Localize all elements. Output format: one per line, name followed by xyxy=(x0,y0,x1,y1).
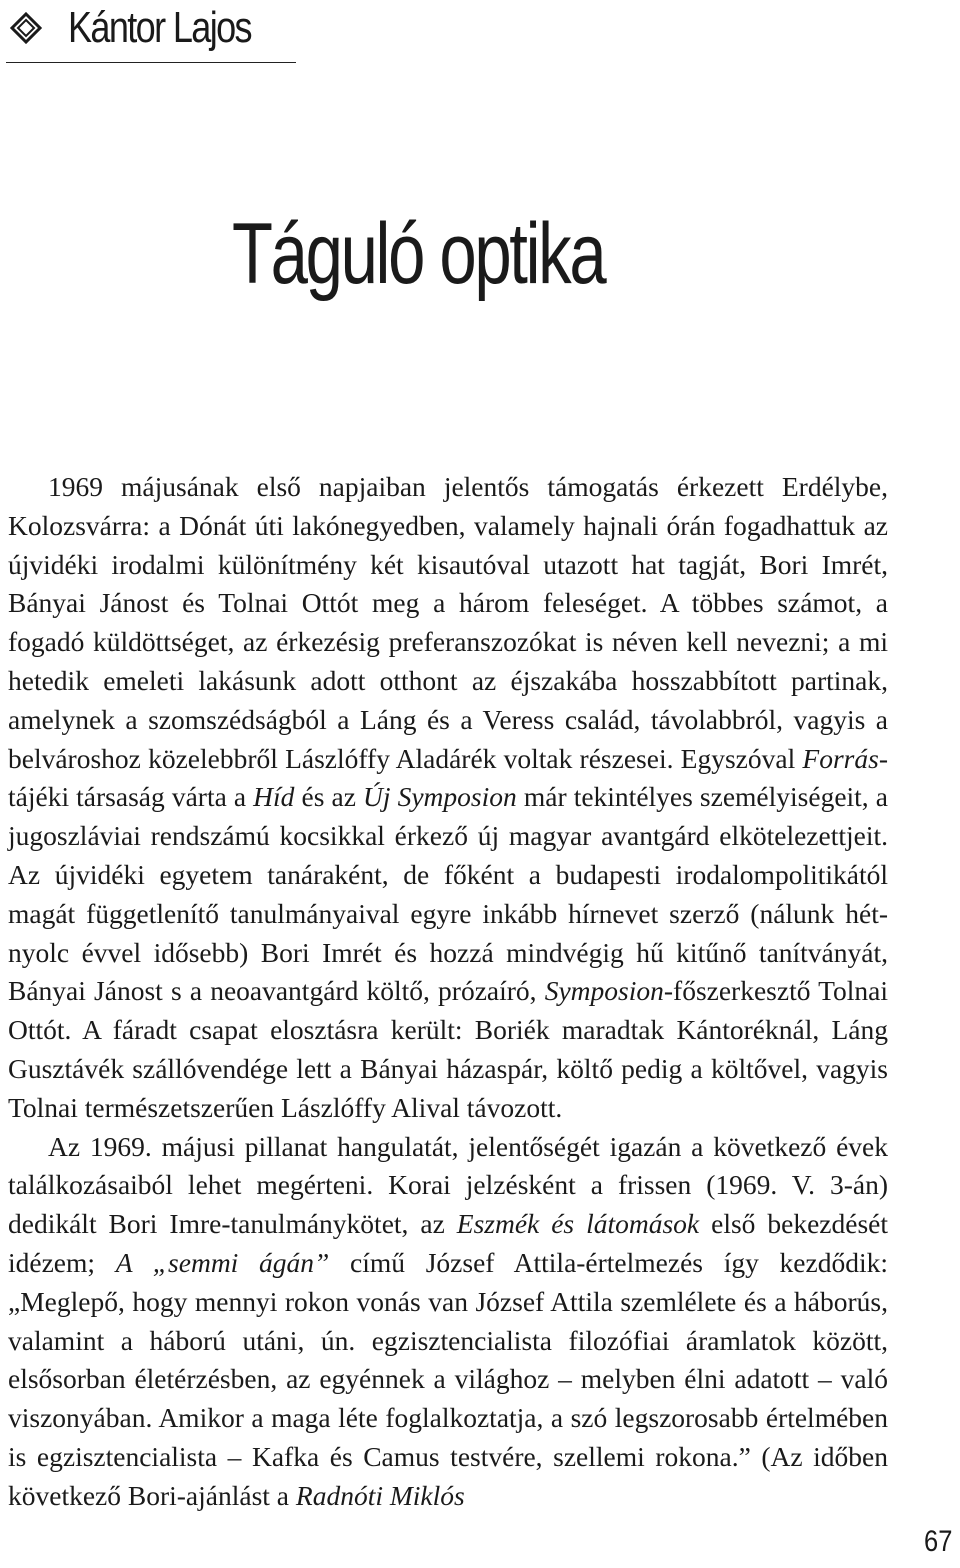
italic-text: Forrás xyxy=(802,742,879,774)
italic-text: Radnóti Miklós xyxy=(295,1479,465,1511)
italic-text: Híd xyxy=(253,781,295,813)
text-run: -tájéki társaság várta a xyxy=(8,742,888,813)
text-run: -főszerkesztő Tolnai Ottót. A fáradt csapat elosztásra került: Boriék maradtak Kántoréknál, Láng Gusztávék szállóvendége lett a Bányai házaspár, költő pedig a költővel, vagyis Tolnai természetszerűen Lászlóffy Alival távozott. xyxy=(8,975,888,1123)
article-title: Táguló optika xyxy=(232,206,605,302)
page-number: 67 xyxy=(923,1525,952,1558)
running-header xyxy=(6,0,296,63)
text-run: és az xyxy=(294,781,364,813)
italic-text: A „semmi ágán” xyxy=(115,1246,330,1278)
text-run: 1969 májusának első napjaiban jelentős támogatás érkezett Erdélybe, Kolozsvárra: a Dónát úti lakónegyedben, valamely hajnali órán fogadhattuk az újvidéki irodalmi különítmény két kisautóval utazott hat tagját, Bori Imrét, Bányai Jánost és Tolnai Ottót meg a három feleséget. A többes számot, a fogadó küldöttséget, az érkezésig preferanszozókat is néven kell nevezni; a mi hetedik emeleti lakásunk adott otthont az éjszakába hosszabbított partinak, amelynek a szomszédságból a Láng és a Veress család, távolabbról, vagyis a belvároshoz közelebbről Lászlóffy Aladárék voltak részesei. Egyszóval xyxy=(8,471,888,774)
hollow-diamond-icon xyxy=(10,12,42,44)
author-name: Kántor Lajos xyxy=(68,3,251,52)
text-run: már tekintélyes személyiségeit, a jugoszláviai rendszámú kocsikkal érkező új magyar avantgárd elkötelezettjeit. Az újvidéki egyetem tanáraként, de főként a budapesti irodalompolitikától magát függetlenítő tanulmányaival egyre inkább hírnevet szerző (nálunk hét-nyolc évvel idősebb) Bori Imrét és hozzá mindvégig hű kitűnő tanítványát, Bányai Jánost s a neoavantgárd költő, prózaíró, xyxy=(8,781,888,1007)
article-body xyxy=(8,468,888,1516)
italic-text: Symposion xyxy=(544,975,664,1007)
italic-text: Új Symposion xyxy=(363,781,517,813)
paragraph xyxy=(8,468,888,1128)
text-run: első bekezdését idézem; xyxy=(8,1208,888,1278)
text-run: Az 1969. májusi pillanat hangulatát, jelentőségét igazán a következő évek találkozásaiból lehet megérteni. Korai jelzésként a frissen (1969. V. 3-án) dedikált Bori Imre-tanulmánykötet, az xyxy=(8,1130,888,1240)
paragraph xyxy=(8,1128,888,1516)
text-run: című József Attila-értelmezés így kezdődik: „Meglepő, hogy mennyi rokon vonás van József Attila szemlélete és a háborús, valamint a háború utáni, ún. egzisztencialista filozófiai áramlatok között, elsősorban életérzésben, az egyénnek a világhoz – melyben élni adatott – való viszonyában. Amikor a maga léte foglalkoztatja, a szó legszorosabb értelmében is egzisztencialista – Kafka és Camus testvére, szellemi rokona.” (Az időben következő Bori-ajánlást a xyxy=(8,1246,888,1511)
italic-text: Eszmék és látomások xyxy=(456,1208,700,1240)
